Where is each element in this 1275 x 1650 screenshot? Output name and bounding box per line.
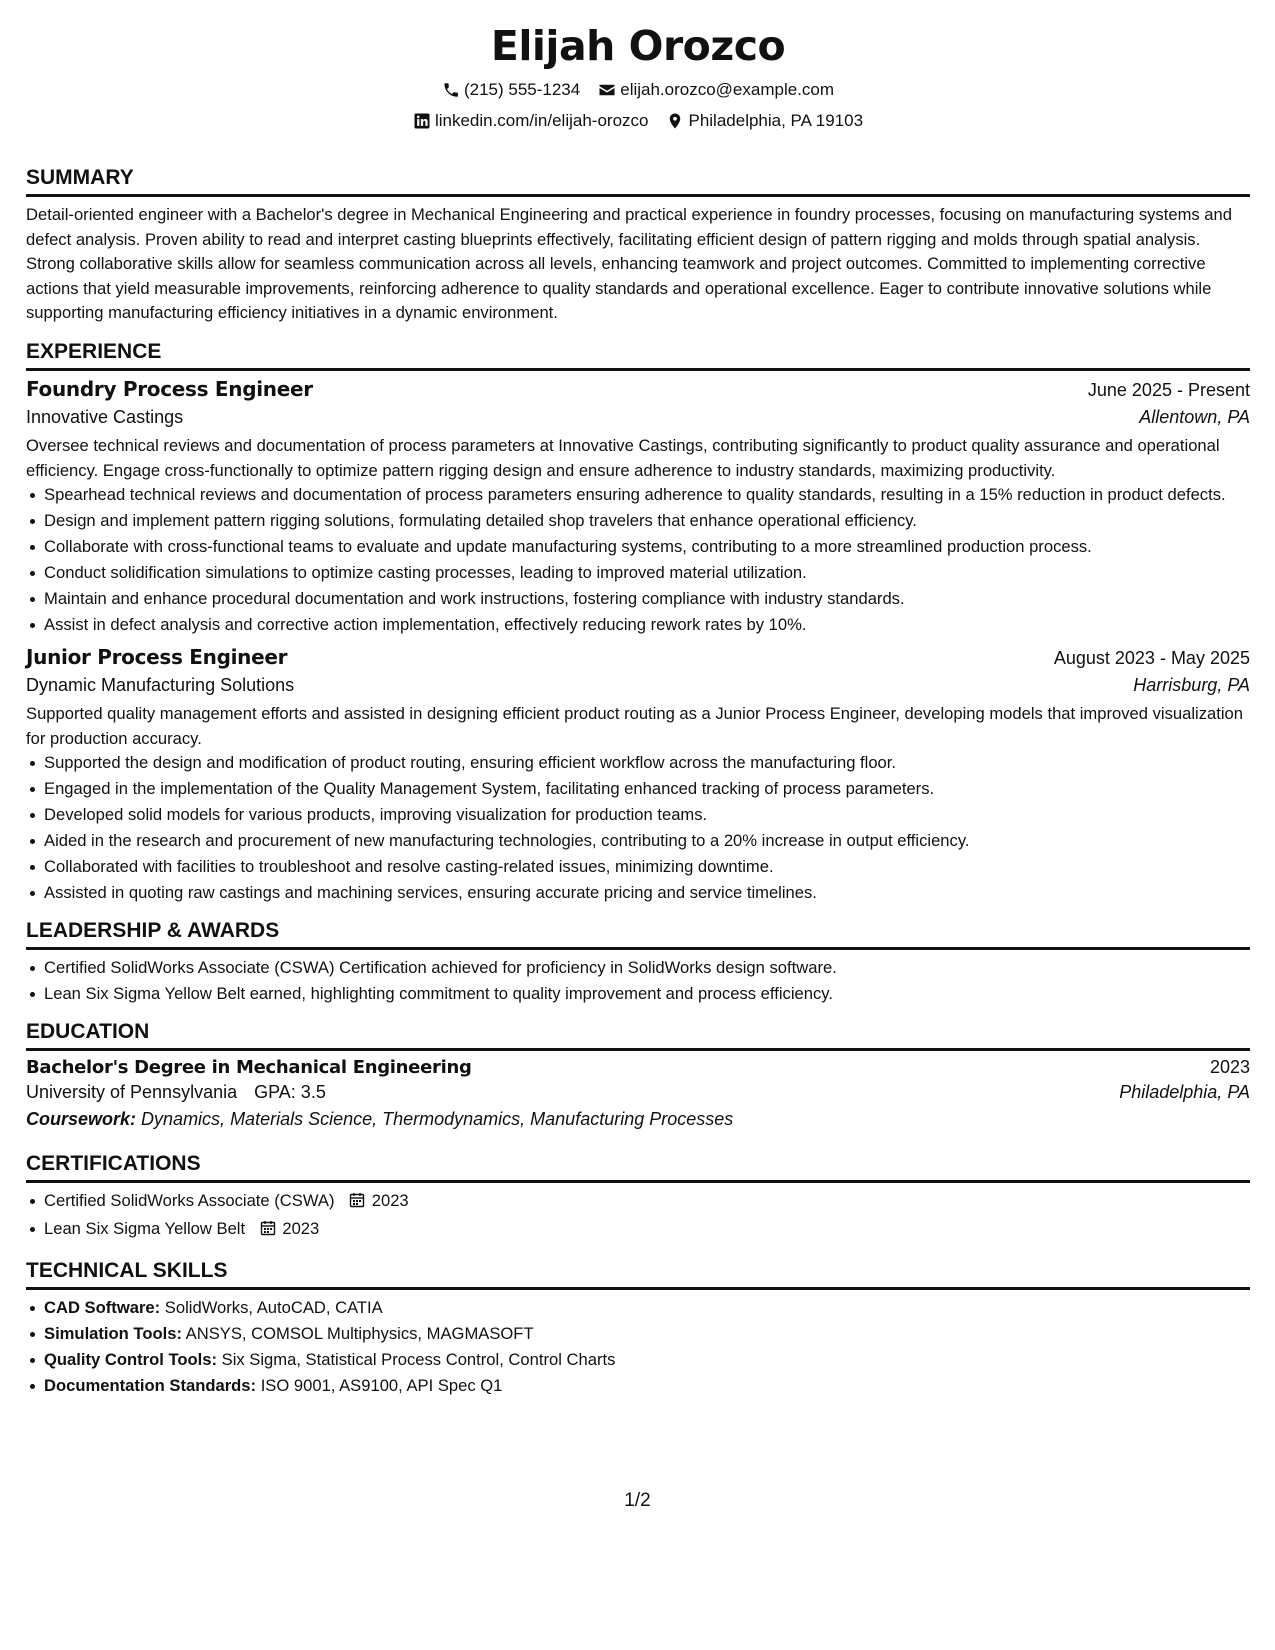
email-link[interactable]: elijah.orozco@example.com bbox=[620, 80, 835, 99]
list-item: Conduct solidification simulations to optimize casting processes, leading to improved material utilization. bbox=[44, 561, 1250, 585]
contact-line-2 bbox=[26, 105, 1250, 136]
section-title-skills: TECHNICAL SKILLS bbox=[26, 1257, 1250, 1290]
linkedin-icon bbox=[413, 112, 431, 130]
school-name: University of Pennsylvania bbox=[26, 1082, 238, 1103]
resume-page bbox=[26, 18, 1250, 1400]
skill-value: ANSYS, COMSOL Multiphysics, MAGMASOFT bbox=[185, 1324, 534, 1344]
list-item: Aided in the research and procurement of new manufacturing technologies, contributing to a 20% increase in output efficiency. bbox=[44, 829, 1250, 853]
skill-label: Documentation Standards: bbox=[44, 1376, 257, 1396]
skill-label: CAD Software: bbox=[44, 1298, 161, 1318]
contact-location bbox=[666, 105, 863, 136]
map-pin-icon bbox=[666, 112, 684, 130]
list-item bbox=[44, 1189, 1250, 1215]
leadership-list bbox=[26, 956, 1250, 1006]
list-item bbox=[44, 1348, 1250, 1372]
list-item: Design and implement pattern rigging solutions, formulating detailed shop travelers that enhance operational efficiency. bbox=[44, 509, 1250, 533]
list-item bbox=[44, 1374, 1250, 1398]
skill-value: ISO 9001, AS9100, API Spec Q1 bbox=[260, 1376, 503, 1396]
skills-section bbox=[26, 1257, 1250, 1398]
certification-year: 2023 bbox=[282, 1219, 320, 1239]
education-section bbox=[26, 1018, 1250, 1130]
contact-email bbox=[598, 74, 834, 105]
job-title: Junior Process Engineer bbox=[26, 645, 288, 670]
page-number: 1/2 bbox=[624, 1490, 651, 1511]
list-item: Collaborate with cross-functional teams to evaluate and update manufacturing systems, contributing to a more streamlined production process. bbox=[44, 535, 1250, 559]
graduation-year: 2023 bbox=[1209, 1057, 1250, 1078]
certification-name: Lean Six Sigma Yellow Belt bbox=[44, 1219, 246, 1239]
list-item: Engaged in the implementation of the Quality Management System, facilitating enhanced tracking of process parameters. bbox=[44, 777, 1250, 801]
list-item: Assisted in quoting raw castings and machining services, ensuring accurate pricing and service timelines. bbox=[44, 881, 1250, 905]
job-entry bbox=[26, 377, 1250, 637]
job-bullets bbox=[26, 483, 1250, 637]
education-subheader bbox=[26, 1082, 1250, 1103]
contact-phone bbox=[442, 74, 580, 105]
certifications-list bbox=[26, 1189, 1250, 1243]
job-location: Allentown, PA bbox=[1139, 406, 1250, 427]
job-header bbox=[26, 645, 1250, 669]
coursework-line bbox=[26, 1109, 1250, 1130]
company-name: Innovative Castings bbox=[26, 406, 184, 427]
phone-text[interactable]: (215) 555-1234 bbox=[463, 80, 581, 99]
certification-year: 2023 bbox=[371, 1191, 409, 1211]
envelope-icon bbox=[598, 81, 616, 99]
calendar-icon bbox=[349, 1191, 365, 1215]
list-item bbox=[44, 1217, 1250, 1243]
job-description: Oversee technical reviews and documentation of process parameters at Innovative Castings, contributing significantly to product quality assurance and operational efficiency. Engage cross-functionally to optimize pattern rigging design and ensure adherence to industry standards, maximizing productivity. bbox=[26, 435, 1220, 480]
coursework-label: Coursework: bbox=[26, 1109, 137, 1130]
list-item: Collaborated with facilities to troubleshoot and resolve casting-related issues, minimizing downtime. bbox=[44, 855, 1250, 879]
job-location: Harrisburg, PA bbox=[1133, 675, 1250, 696]
job-title: Foundry Process Engineer bbox=[26, 376, 313, 401]
list-item: Developed solid models for various products, improving visualization for production teams. bbox=[44, 803, 1250, 827]
summary-section bbox=[26, 164, 1250, 326]
job-bullets bbox=[26, 751, 1250, 905]
section-title-summary: SUMMARY bbox=[26, 164, 1250, 197]
list-item: Lean Six Sigma Yellow Belt earned, highlighting commitment to quality improvement and process efficiency. bbox=[44, 982, 1250, 1006]
certifications-section bbox=[26, 1150, 1250, 1243]
skill-label: Quality Control Tools: bbox=[44, 1350, 217, 1370]
company-name: Dynamic Manufacturing Solutions bbox=[26, 675, 295, 696]
section-title-education: EDUCATION bbox=[26, 1018, 1250, 1051]
list-item: Assist in defect analysis and corrective action implementation, effectively reducing rework rates by 10%. bbox=[44, 613, 1250, 637]
list-item: Spearhead technical reviews and documentation of process parameters ensuring adherence to quality standards, resulting in a 15% reduction in product defects. bbox=[44, 483, 1250, 507]
list-item: Maintain and enhance procedural documentation and work instructions, fostering compliance with industry standards. bbox=[44, 587, 1250, 611]
school-line bbox=[26, 1082, 326, 1103]
education-header bbox=[26, 1057, 1250, 1078]
contact-linkedin bbox=[413, 105, 649, 136]
list-item bbox=[44, 1322, 1250, 1346]
coursework-text: Dynamics, Materials Science, Thermodynamics, Manufacturing Processes bbox=[141, 1109, 734, 1130]
experience-section bbox=[26, 338, 1250, 905]
school-location: Philadelphia, PA bbox=[1119, 1082, 1250, 1103]
section-title-certifications: CERTIFICATIONS bbox=[26, 1150, 1250, 1183]
list-item: Supported the design and modification of product routing, ensuring efficient workflow across the manufacturing floor. bbox=[44, 751, 1250, 775]
contact-line-1 bbox=[26, 74, 1250, 105]
location-text: Philadelphia, PA 19103 bbox=[688, 111, 864, 130]
job-header bbox=[26, 377, 1250, 401]
job-dates: June 2025 - Present bbox=[1087, 379, 1250, 400]
job-description: Supported quality management efforts and assisted in designing efficient product routing as a Junior Process Engineer, developing models that improved visualization for production accuracy. bbox=[26, 704, 1243, 748]
certification-name: Certified SolidWorks Associate (CSWA) bbox=[44, 1191, 335, 1211]
job-subheader bbox=[26, 407, 1250, 428]
phone-icon bbox=[442, 81, 460, 99]
gpa: GPA: 3.5 bbox=[254, 1082, 326, 1103]
skills-list bbox=[26, 1296, 1250, 1398]
summary-text: Detail-oriented engineer with a Bachelor's degree in Mechanical Engineering and practical experience in foundry processes, focusing on manufacturing systems and defect analysis. Proven ability to read and interpret casting blueprints effectively, facilitating efficient design of pattern rigging and molds through spatial analysis. Strong collaborative skills allow for seamless communication across all levels, enhancing teamwork and project outcomes. Committed to implementing corrective actions that yield measurable improvements, reinforcing adherence to quality standards and operational excellence. Eager to contribute innovative solutions while supporting manufacturing efficiency initiatives in a dynamic environment. bbox=[26, 205, 1232, 323]
candidate-name: Elijah Orozco bbox=[490, 22, 786, 70]
leadership-section bbox=[26, 917, 1250, 1006]
skill-value: SolidWorks, AutoCAD, CATIA bbox=[164, 1298, 383, 1318]
section-title-experience: EXPERIENCE bbox=[26, 338, 1250, 371]
calendar-icon bbox=[260, 1219, 276, 1243]
linkedin-link[interactable]: linkedin.com/in/elijah-orozco bbox=[434, 111, 649, 130]
section-title-leadership: LEADERSHIP & AWARDS bbox=[26, 917, 1250, 950]
degree-title: Bachelor's Degree in Mechanical Engineering bbox=[26, 1057, 472, 1079]
list-item: Certified SolidWorks Associate (CSWA) Certification achieved for proficiency in SolidWorks design software. bbox=[44, 956, 1250, 980]
skill-label: Simulation Tools: bbox=[44, 1324, 182, 1344]
job-dates: August 2023 - May 2025 bbox=[1053, 648, 1250, 669]
list-item bbox=[44, 1296, 1250, 1320]
skill-value: Six Sigma, Statistical Process Control, Control Charts bbox=[221, 1350, 616, 1370]
job-subheader bbox=[26, 675, 1250, 696]
job-entry bbox=[26, 645, 1250, 905]
